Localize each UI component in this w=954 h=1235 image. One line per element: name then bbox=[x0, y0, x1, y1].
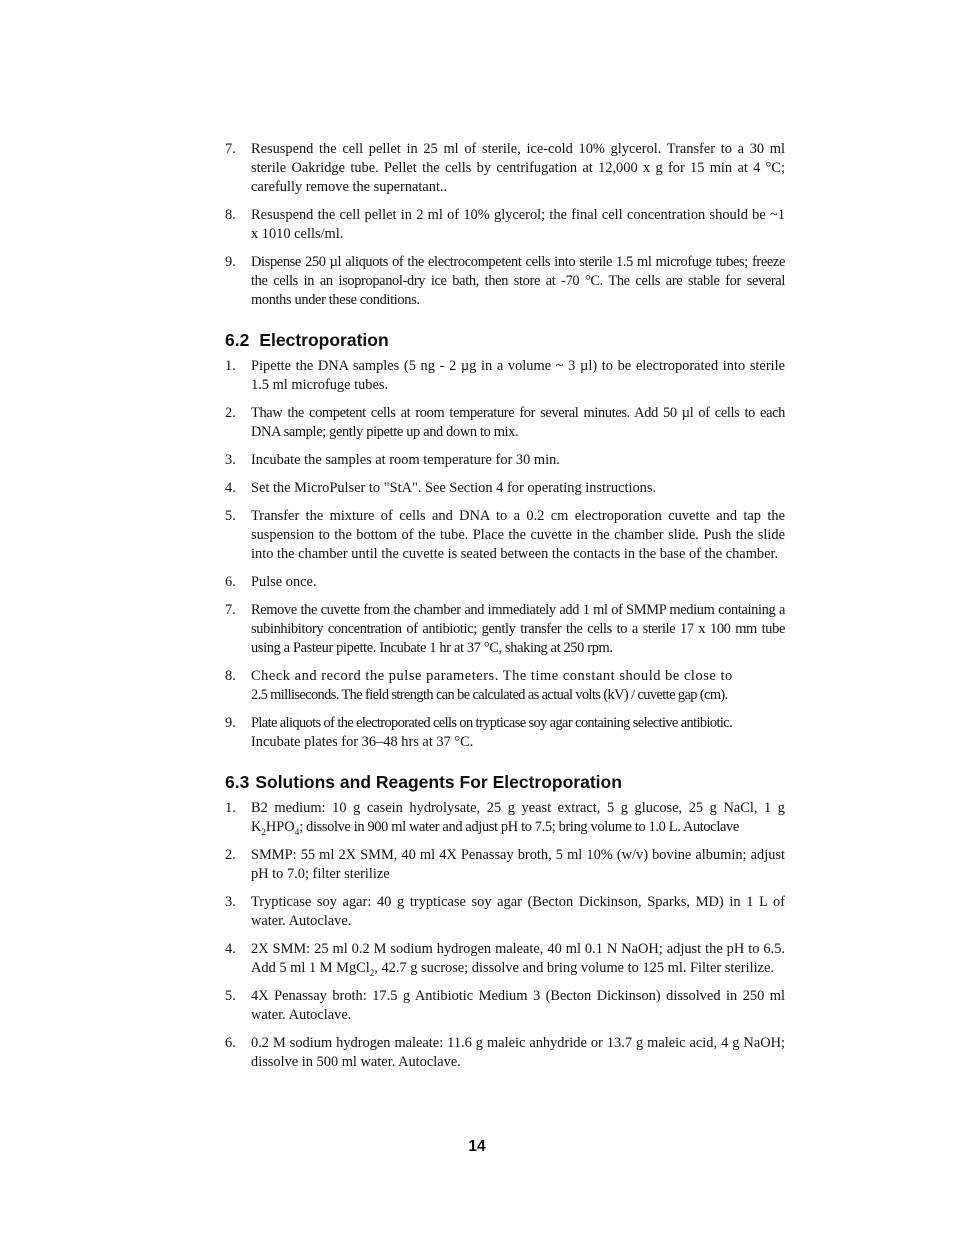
step-text: Resuspend the cell pellet in 25 ml of sterile, ice-cold 10% glycerol. Transfer to a 30 ml sterile Oakridge tube. Pellet the cells by centrifugation at 12,000 x g for 15 min at 4 °C; carefully remove the supernatant.. bbox=[251, 141, 785, 195]
section-number: 6.2 bbox=[225, 330, 250, 350]
step-number: 2. bbox=[225, 847, 236, 863]
step-number: 6. bbox=[225, 1035, 236, 1051]
step-text: B2 medium: 10 g casein hydrolysate, 25 g yeast extract, 5 g glucose, 25 g NaCl, 1 g K bbox=[251, 800, 785, 835]
subscript: 2 bbox=[369, 967, 375, 978]
step-number: 6. bbox=[225, 574, 236, 590]
list-item bbox=[225, 451, 785, 470]
step-text: 2.5 milliseconds. The field strength can be calculated as actual volts (kV) / cuvette gap (cm). bbox=[251, 687, 728, 703]
step-number: 8. bbox=[225, 668, 236, 684]
solutions-list bbox=[225, 799, 785, 1072]
step-number: 8. bbox=[225, 207, 236, 223]
list-item bbox=[225, 479, 785, 498]
step-number: 5. bbox=[225, 988, 236, 1004]
list-item bbox=[225, 404, 785, 442]
section-number: 6.3 bbox=[225, 772, 250, 792]
step-number: 9. bbox=[225, 254, 236, 270]
page-content bbox=[225, 140, 785, 1081]
step-text: Transfer the mixture of cells and DNA to a 0.2 cm electroporation cuvette and tap the suspension to the bottom of the tube. Place the cuvette in the chamber slide. Push the slide into the chamber until the cuvette is seated between the contacts in the base of the chamber. bbox=[251, 508, 785, 562]
step-text: HPO bbox=[265, 819, 295, 835]
step-text: , 42.7 g sucrose; dissolve and bring volume to 125 ml. Filter sterilize. bbox=[374, 960, 774, 976]
subscript: 4 bbox=[294, 826, 300, 837]
step-number: 4. bbox=[225, 480, 236, 496]
step-text: Check and record the pulse parameters. The time constant should be close to bbox=[251, 668, 733, 684]
list-item bbox=[225, 357, 785, 395]
step-text: Incubate the samples at room temperature for 30 min. bbox=[251, 452, 560, 468]
step-text: SMMP: 55 ml 2X SMM, 40 ml 4X Penassay broth, 5 ml 10% (w/v) bovine albumin; adjust pH to 7.0; filter sterilize bbox=[251, 847, 785, 882]
step-text: Dispense 250 µl aliquots of the electrocompetent cells into sterile 1.5 ml microfuge tubes; freeze the cells in an isopropanol-dry ice bath, then store at -70 °C. The cells are stable for several months under these conditions. bbox=[251, 254, 785, 308]
list-item bbox=[225, 206, 785, 244]
list-item bbox=[225, 601, 785, 658]
page-number: 14 bbox=[468, 1138, 486, 1155]
step-number: 7. bbox=[225, 602, 236, 618]
step-number: 7. bbox=[225, 141, 236, 157]
step-text: Remove the cuvette from the chamber and immediately add 1 ml of SMMP medium containing a subinhibitory concentration of antibiotic; gently transfer the cells to a sterile 17 x 100 mm tube using a Pasteur pipette. Incubate 1 hr at 37 °C, shaking at 250 rpm. bbox=[251, 602, 785, 656]
list-item bbox=[225, 893, 785, 931]
list-item bbox=[225, 940, 785, 978]
step-number: 3. bbox=[225, 894, 236, 910]
section-title: Solutions and Reagents For Electroporation bbox=[255, 772, 622, 792]
list-item bbox=[225, 140, 785, 197]
step-text: Pulse once. bbox=[251, 574, 317, 590]
step-text: 4X Penassay broth: 17.5 g Antibiotic Medium 3 (Becton Dickinson) dissolved in 250 ml water. Autoclave. bbox=[251, 988, 785, 1023]
step-text: 0.2 M sodium hydrogen maleate: 11.6 g maleic anhydride or 13.7 g maleic acid, 4 g NaOH; dissolve in 500 ml water. Autoclave. bbox=[251, 1035, 785, 1070]
step-number: 9. bbox=[225, 715, 236, 731]
step-number: 1. bbox=[225, 800, 236, 816]
list-item bbox=[225, 1034, 785, 1072]
electroporation-steps-list bbox=[225, 357, 785, 752]
step-number: 3. bbox=[225, 452, 236, 468]
step-text: Plate aliquots of the electroporated cells on trypticase soy agar containing selective antibiotic. bbox=[251, 715, 733, 731]
step-number: 5. bbox=[225, 508, 236, 524]
step-text: Set the MicroPulser to "StA". See Section 4 for operating instructions. bbox=[251, 480, 657, 496]
section-heading-electroporation bbox=[225, 329, 785, 351]
step-number: 2. bbox=[225, 405, 236, 421]
step-text: Resuspend the cell pellet in 2 ml of 10% glycerol; the final cell concentration should be ~1 x 1010 cells/ml. bbox=[251, 207, 785, 242]
prep-steps-list bbox=[225, 140, 785, 310]
step-number: 1. bbox=[225, 358, 236, 374]
list-item bbox=[225, 573, 785, 592]
list-item bbox=[225, 667, 785, 705]
step-number: 4. bbox=[225, 941, 236, 957]
subscript: 2 bbox=[261, 826, 266, 837]
list-item bbox=[225, 987, 785, 1025]
section-title: Electroporation bbox=[259, 330, 389, 350]
list-item bbox=[225, 714, 785, 752]
step-text: 2X SMM: 25 ml 0.2 M sodium hydrogen maleate, 40 ml 0.1 N NaOH; adjust the pH to 6.5. Add 5 ml 1 M MgCl bbox=[251, 941, 785, 976]
section-heading-solutions bbox=[225, 771, 785, 793]
list-item bbox=[225, 253, 785, 310]
step-text: ; dissolve in 900 ml water and adjust pH to 7.5; bring volume to 1.0 L. Autoclave bbox=[299, 819, 739, 835]
step-text: Trypticase soy agar: 40 g trypticase soy agar (Becton Dickinson, Sparks, MD) in 1 L of water. Autoclave. bbox=[251, 894, 785, 929]
step-text: Thaw the competent cells at room temperature for several minutes. Add 50 µl of cells to each DNA sample; gently pipette up and down to mix. bbox=[251, 405, 785, 440]
list-item bbox=[225, 799, 785, 837]
list-item bbox=[225, 507, 785, 564]
list-item bbox=[225, 846, 785, 884]
step-text: Pipette the DNA samples (5 ng - 2 µg in a volume ~ 3 µl) to be electroporated into sterile 1.5 ml microfuge tubes. bbox=[251, 358, 785, 393]
step-text: Incubate plates for 36–48 hrs at 37 °C. bbox=[251, 734, 474, 750]
